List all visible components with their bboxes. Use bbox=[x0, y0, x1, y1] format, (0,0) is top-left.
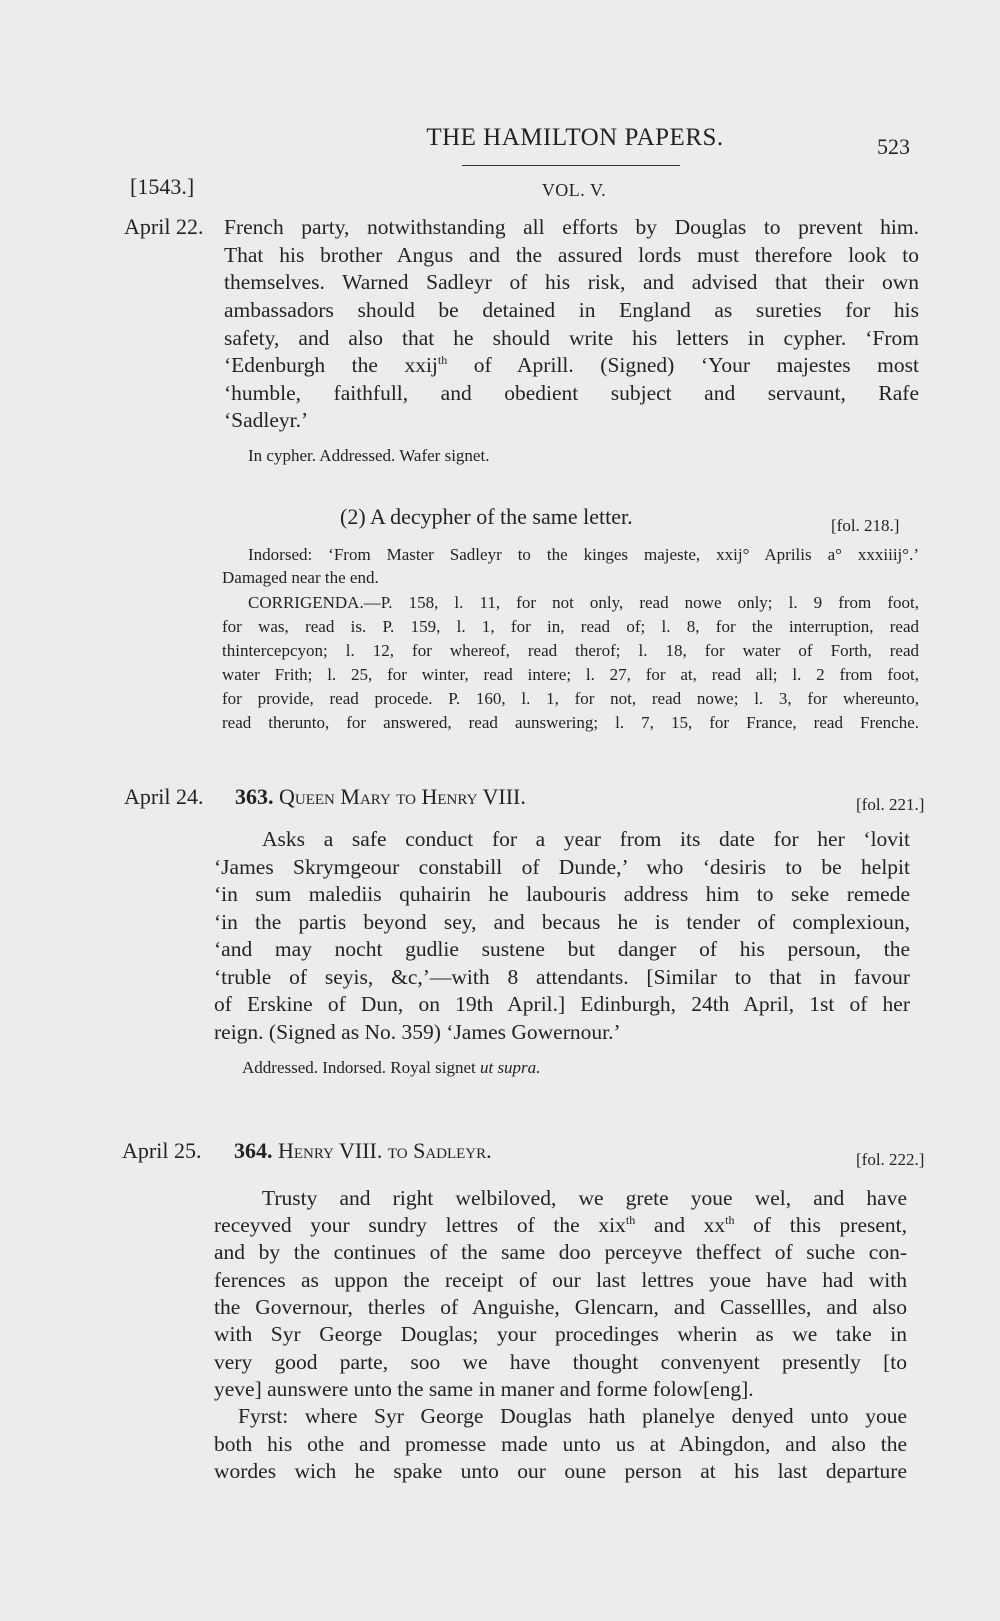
entry-title: Queen Mary to Henry VIII. bbox=[279, 784, 526, 809]
text-line: with Syr George Douglas; your procedinges wherin as we take in bbox=[214, 1322, 907, 1346]
text-line: safety, and also that he should write his letters in cypher. ‘From bbox=[224, 326, 919, 350]
text-line: of Erskine of Dun, on 19th April.] Edinburgh, 24th April, 1st of her bbox=[214, 992, 910, 1016]
archival-note bbox=[242, 1058, 540, 1078]
corrigenda-line: CORRIGENDA.—P. 158, l. 11, for not only, read nowe only; l. 9 from foot, bbox=[248, 593, 919, 612]
text-line: ‘Sadleyr.’ bbox=[224, 408, 309, 432]
entry-date: April 22. bbox=[124, 214, 204, 239]
text-segment: of this present, bbox=[734, 1213, 907, 1237]
text-line: That his brother Angus and the assured lords must therefore look to bbox=[224, 243, 919, 267]
note-text: Addressed. Indorsed. Royal signet bbox=[242, 1058, 476, 1077]
text-line: French party, notwithstanding all efforts by Douglas to prevent him. bbox=[224, 215, 919, 239]
corrigenda-line: water Frith; l. 25, for winter, read intere; l. 27, for at, read all; l. 2 from foot, bbox=[222, 665, 919, 684]
text-line: Trusty and right welbiloved, we grete youe wel, and have bbox=[262, 1186, 907, 1210]
volume-label: VOL. V. bbox=[541, 180, 607, 200]
superscript: th bbox=[437, 353, 448, 367]
text-line: reign. (Signed as No. 359) ‘James Gowernour.’ bbox=[214, 1020, 621, 1044]
entry-date: April 25. bbox=[122, 1138, 202, 1163]
text-segment: receyved your sundry lettres of the xix bbox=[214, 1213, 626, 1237]
indorsement-line: Indorsed: ‘From Master Sadleyr to the kinges majeste, xxij° Aprilis a° xxxiiij°.’ bbox=[248, 545, 919, 564]
text-line: ‘and may nocht gudlie sustene but danger of his persoun, the bbox=[214, 937, 910, 961]
text-line: yeve] aunswere unto the same in maner and forme folow[eng]. bbox=[214, 1377, 754, 1401]
text-segment: of Aprill. (Signed) ‘Your majestes most bbox=[447, 353, 919, 377]
text-line: themselves. Warned Sadleyr of his risk, and advised that their own bbox=[224, 270, 919, 294]
text-line: Asks a safe conduct for a year from its date for her ‘lovit bbox=[262, 827, 910, 851]
text-line-with-superscript bbox=[214, 1212, 907, 1238]
text-line: ‘in sum malediis quhairin he laubouris address him to seke remede bbox=[214, 882, 910, 906]
superscript: th bbox=[625, 1213, 636, 1227]
page-number: 523 bbox=[877, 134, 910, 159]
archival-note: In cypher. Addressed. Wafer signet. bbox=[248, 446, 490, 465]
indorsement-line: Damaged near the end. bbox=[222, 568, 379, 587]
text-line: ferences as uppon the receipt of our last lettres youe have had with bbox=[214, 1268, 907, 1292]
entry-number: 363. bbox=[235, 784, 274, 809]
text-line: ‘truble of seyis, &c,’—with 8 attendants. [Similar to that in favour bbox=[214, 965, 910, 989]
year-marker: [1543.] bbox=[130, 174, 195, 199]
corrigenda-line: read therunto, for answered, read aunswering; l. 7, 15, for France, read Frenche. bbox=[222, 713, 919, 732]
corrigenda-line: for provide, read procede. P. 160, l. 1, for not, read nowe; l. 3, for whereunto, bbox=[222, 689, 919, 708]
entry-title: Henry VIII. to Sadleyr. bbox=[278, 1138, 492, 1163]
text-line: the Governour, therles of Anguishe, Glencarn, and Cassellles, and also bbox=[214, 1295, 907, 1319]
folio-reference: [fol. 222.] bbox=[856, 1150, 925, 1169]
decypher-heading: (2) A decypher of the same letter. bbox=[340, 504, 633, 529]
text-line: ‘in the partis beyond sey, and becaus he is tender of complexioun, bbox=[214, 910, 910, 934]
text-line: very good parte, soo we have thought convenyent presently [to bbox=[214, 1350, 907, 1374]
entry-heading bbox=[234, 1138, 492, 1164]
folio-reference: [fol. 221.] bbox=[856, 795, 925, 814]
note-italic: ut supra. bbox=[479, 1058, 541, 1077]
text-line: ‘humble, faithfull, and obedient subject and servaunt, Rafe bbox=[224, 381, 919, 405]
text-segment: and xx bbox=[635, 1213, 726, 1237]
entry-number: 364. bbox=[234, 1138, 273, 1163]
text-line: both his othe and promesse made unto us at Abingdon, and also the bbox=[214, 1432, 907, 1456]
text-line-with-superscript bbox=[224, 352, 919, 378]
header-rule bbox=[462, 165, 680, 166]
text-line: Fyrst: where Syr George Douglas hath planelye denyed unto youe bbox=[238, 1404, 907, 1428]
running-title: THE HAMILTON PAPERS. bbox=[426, 124, 724, 151]
entry-heading bbox=[235, 784, 526, 810]
text-line: wordes wich he spake unto our oune person at his last departure bbox=[214, 1459, 907, 1483]
corrigenda-line: thintercepcyon; l. 12, for whereof, read therof; l. 18, for water of Forth, read bbox=[222, 641, 919, 660]
entry-date: April 24. bbox=[124, 784, 204, 809]
superscript: th bbox=[725, 1213, 735, 1227]
text-line: ‘James Skrymgeour constabill of Dunde,’ who ‘desiris to be helpit bbox=[214, 855, 910, 879]
text-line: and by the continues of the same doo perceyve theffect of suche con- bbox=[214, 1240, 907, 1264]
folio-reference: [fol. 218.] bbox=[831, 516, 900, 535]
text-segment: ‘Edenburgh the xxij bbox=[224, 353, 438, 377]
text-line: ambassadors should be detained in England as sureties for his bbox=[224, 298, 919, 322]
corrigenda-line: for was, read is. P. 159, l. 1, for in, read of; l. 8, for the interruption, read bbox=[222, 617, 919, 636]
